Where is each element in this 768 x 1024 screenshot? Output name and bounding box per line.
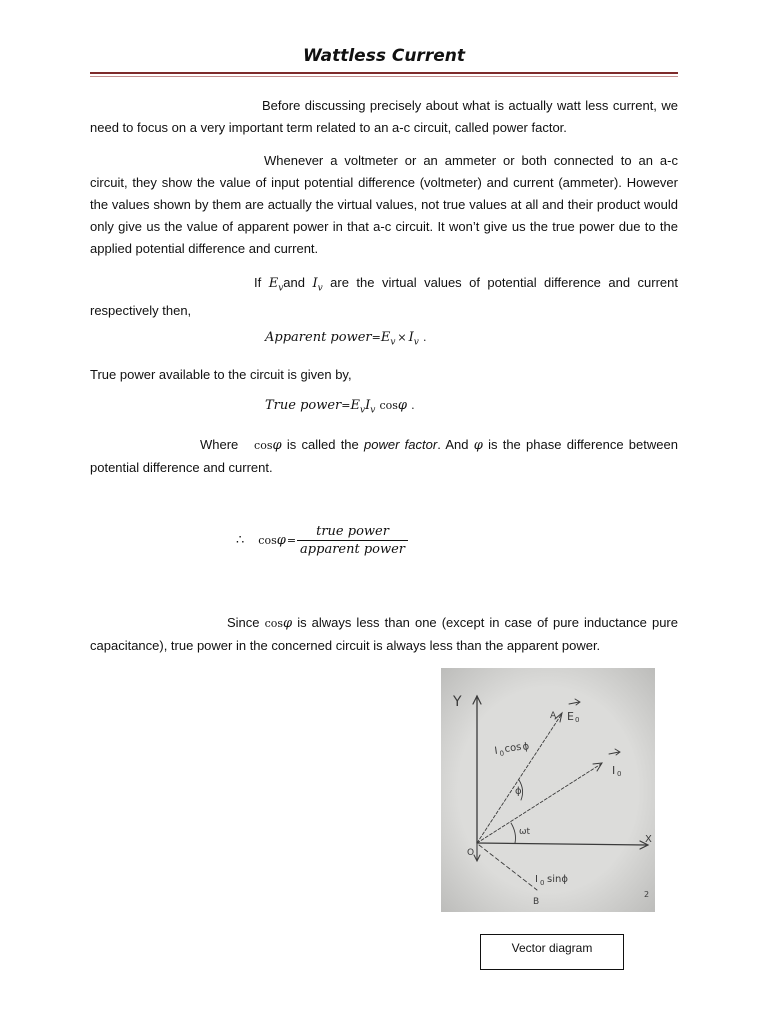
symbol-cos-phi: cosφ: [254, 438, 282, 453]
symbol-ev: $E_v$: [268, 276, 284, 294]
figure-caption: Vector diagram: [480, 934, 624, 970]
symbol-cos-phi-2: cosφ: [264, 616, 293, 631]
label-b: B: [533, 897, 540, 907]
svg-text:sinϕ: sinϕ: [547, 874, 568, 885]
svg-text:ϕ: ϕ: [521, 741, 530, 753]
label-i0-cos: I: [493, 745, 499, 757]
svg-text:0: 0: [617, 770, 622, 778]
label-i0-sin: I: [535, 874, 538, 885]
label-e0: E: [567, 710, 574, 723]
equation-true-power: True $power=E_vI_v$ cosφ .: [265, 398, 415, 416]
paragraph-meters: [90, 150, 678, 260]
paragraph-virtual-values-text: are the virtual values of potential difference and current respectively then,: [90, 275, 678, 318]
paragraph-virtual-values: [90, 272, 678, 322]
paragraph-conclusion: Since cosφ is always less than one (except in case of pure inductance pure capacitance), true power in the concerned circuit is always less than the apparent power.: [90, 615, 678, 653]
paragraph-intro: [90, 95, 678, 139]
word-and: and: [283, 275, 305, 290]
label-a: A: [550, 711, 557, 721]
page-title: Wattless Current: [303, 46, 465, 66]
equation-power-factor: ∴ cosφ= $\frac{\text{true power}}{\text{apparent power}}$: [236, 524, 408, 557]
label-i0: I: [612, 764, 616, 777]
word-if: If: [254, 275, 262, 290]
paragraph-power-factor: Where cosφ is called the power factor. And φ is the phase difference between potential difference and current.: [90, 437, 678, 475]
equation-apparent-power: Apparent $power=E_v \times I_v$ .: [265, 330, 427, 348]
paragraph-intro-text: Before discussing precisely about what is actually watt less current, we need to focus on a very important term related to an a-c circuit, called power factor.: [90, 98, 678, 135]
label-phi: ϕ: [515, 786, 522, 797]
term-power-factor: power factor: [364, 437, 438, 452]
label-y: Y: [453, 694, 462, 710]
label-o: O: [467, 848, 475, 858]
title-rule-thin: [90, 76, 678, 77]
symbol-iv: $I_v$: [312, 276, 323, 294]
svg-text:0: 0: [575, 716, 580, 724]
therefore-symbol: ∴: [236, 533, 245, 548]
vector-diagram: [441, 668, 655, 912]
svg-text:0: 0: [499, 749, 505, 758]
svg-text:cos: cos: [503, 741, 523, 755]
vector-diagram-photo: [441, 668, 655, 912]
fraction: $\frac{\text{true power}}{\text{apparent power}}$: [297, 524, 408, 557]
symbol-phi: φ: [473, 438, 483, 453]
paragraph-true-power-intro: True power available to the circuit is given by,: [90, 367, 352, 382]
svg-text:0: 0: [540, 879, 545, 887]
label-omega-t: ωt: [519, 827, 531, 837]
title-rule: [90, 72, 678, 74]
label-corner-number: 2: [644, 890, 650, 899]
paragraph-meters-text: Whenever a voltmeter or an ammeter or both connected to an a-c circuit, they show the value of input potential difference (voltmeter) and current (ammeter). However the values shown by them are actually the virtual values, not true values at all and their product would only give us the value of apparent power in that a-c circuit. It won’t give us the true power due to the applied potential difference and current.: [90, 153, 678, 256]
label-x: X: [645, 834, 652, 845]
